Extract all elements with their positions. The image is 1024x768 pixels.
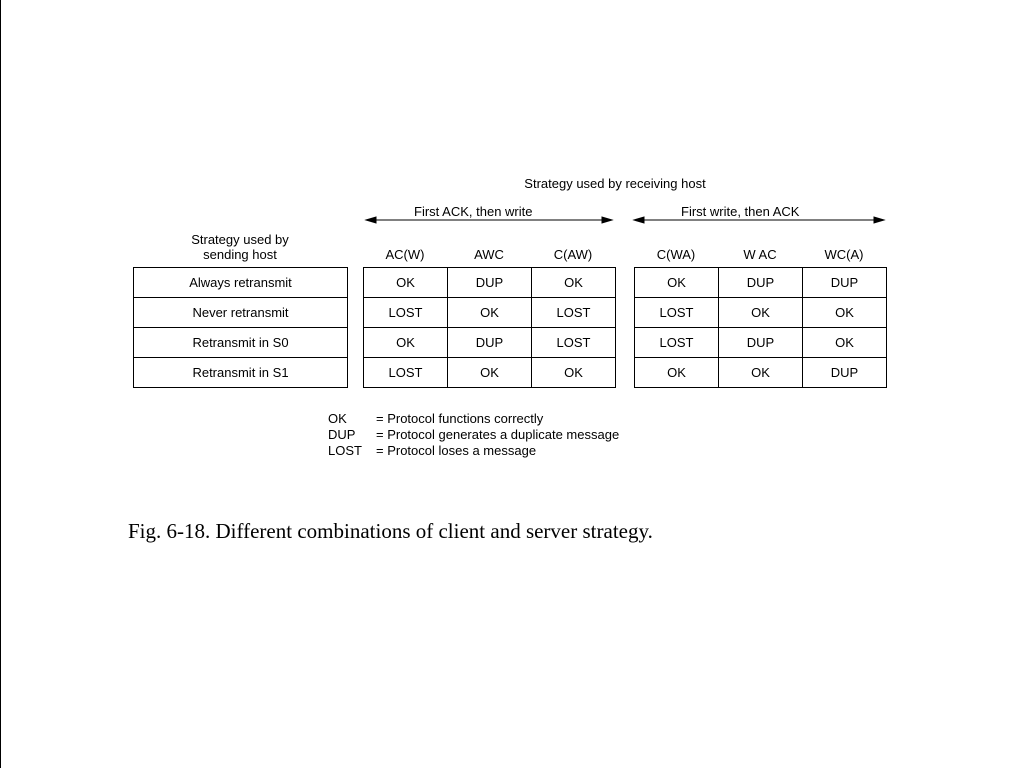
result-cell: DUP [719,328,803,358]
result-cell: OK [803,328,887,358]
table-row [364,268,616,298]
receiving-host-title: Strategy used by receiving host [524,176,706,191]
group-label-write-then-ack: First write, then ACK [675,204,805,219]
table-row [635,328,887,358]
result-cell: OK [719,358,803,388]
column-header: C(AW) [553,247,593,262]
table-row [134,268,348,298]
result-cell: DUP [803,268,887,298]
legend-code: DUP [328,427,356,442]
column-header: C(WA) [656,247,696,262]
row-label: Always retransmit [134,268,348,298]
table-row [635,358,887,388]
sending-host-title [165,232,315,262]
table-row [364,298,616,328]
column-header: WC(A) [824,247,864,262]
result-cell: DUP [719,268,803,298]
result-cell: OK [448,358,532,388]
result-cell: LOST [532,298,616,328]
row-label: Retransmit in S0 [134,328,348,358]
result-cell: OK [364,328,448,358]
result-cell: OK [448,298,532,328]
sending-title-line1: Strategy used by [191,232,289,247]
table-row [635,298,887,328]
result-cell: OK [532,268,616,298]
table-row [134,298,348,328]
result-cell: DUP [448,268,532,298]
legend-text: = Protocol generates a duplicate message [376,427,620,442]
column-header: AC(W) [385,247,425,262]
result-cell: LOST [635,328,719,358]
sending-title-line2: sending host [203,247,277,262]
table-row [134,328,348,358]
group-label-ack-then-write: First ACK, then write [408,204,538,219]
figure-caption: Fig. 6-18. Different combinations of client and server strategy. [128,519,653,543]
write-then-ack-table [634,267,887,388]
legend-code: LOST [328,443,362,458]
legend-item [328,443,619,459]
legend-code: OK [328,411,347,426]
ack-then-write-table [363,267,616,388]
result-cell: OK [364,268,448,298]
legend-text: = Protocol loses a message [376,443,537,458]
legend-item [328,427,619,443]
row-label: Never retransmit [134,298,348,328]
table-row [635,268,887,298]
column-header: W AC [743,247,777,262]
result-cell: DUP [448,328,532,358]
legend [328,411,619,459]
result-cell: OK [532,358,616,388]
result-cell: LOST [364,298,448,328]
row-label: Retransmit in S1 [134,358,348,388]
column-header: AWC [474,247,504,262]
legend-item [328,411,619,427]
table-row [364,328,616,358]
table-row [134,358,348,388]
result-cell: OK [635,358,719,388]
result-cell: OK [803,298,887,328]
table-row [364,358,616,388]
result-cell: LOST [532,328,616,358]
result-cell: LOST [635,298,719,328]
result-cell: OK [719,298,803,328]
result-cell: OK [635,268,719,298]
legend-text: = Protocol functions correctly [376,411,544,426]
result-cell: LOST [364,358,448,388]
sending-strategy-table [133,267,348,388]
result-cell: DUP [803,358,887,388]
